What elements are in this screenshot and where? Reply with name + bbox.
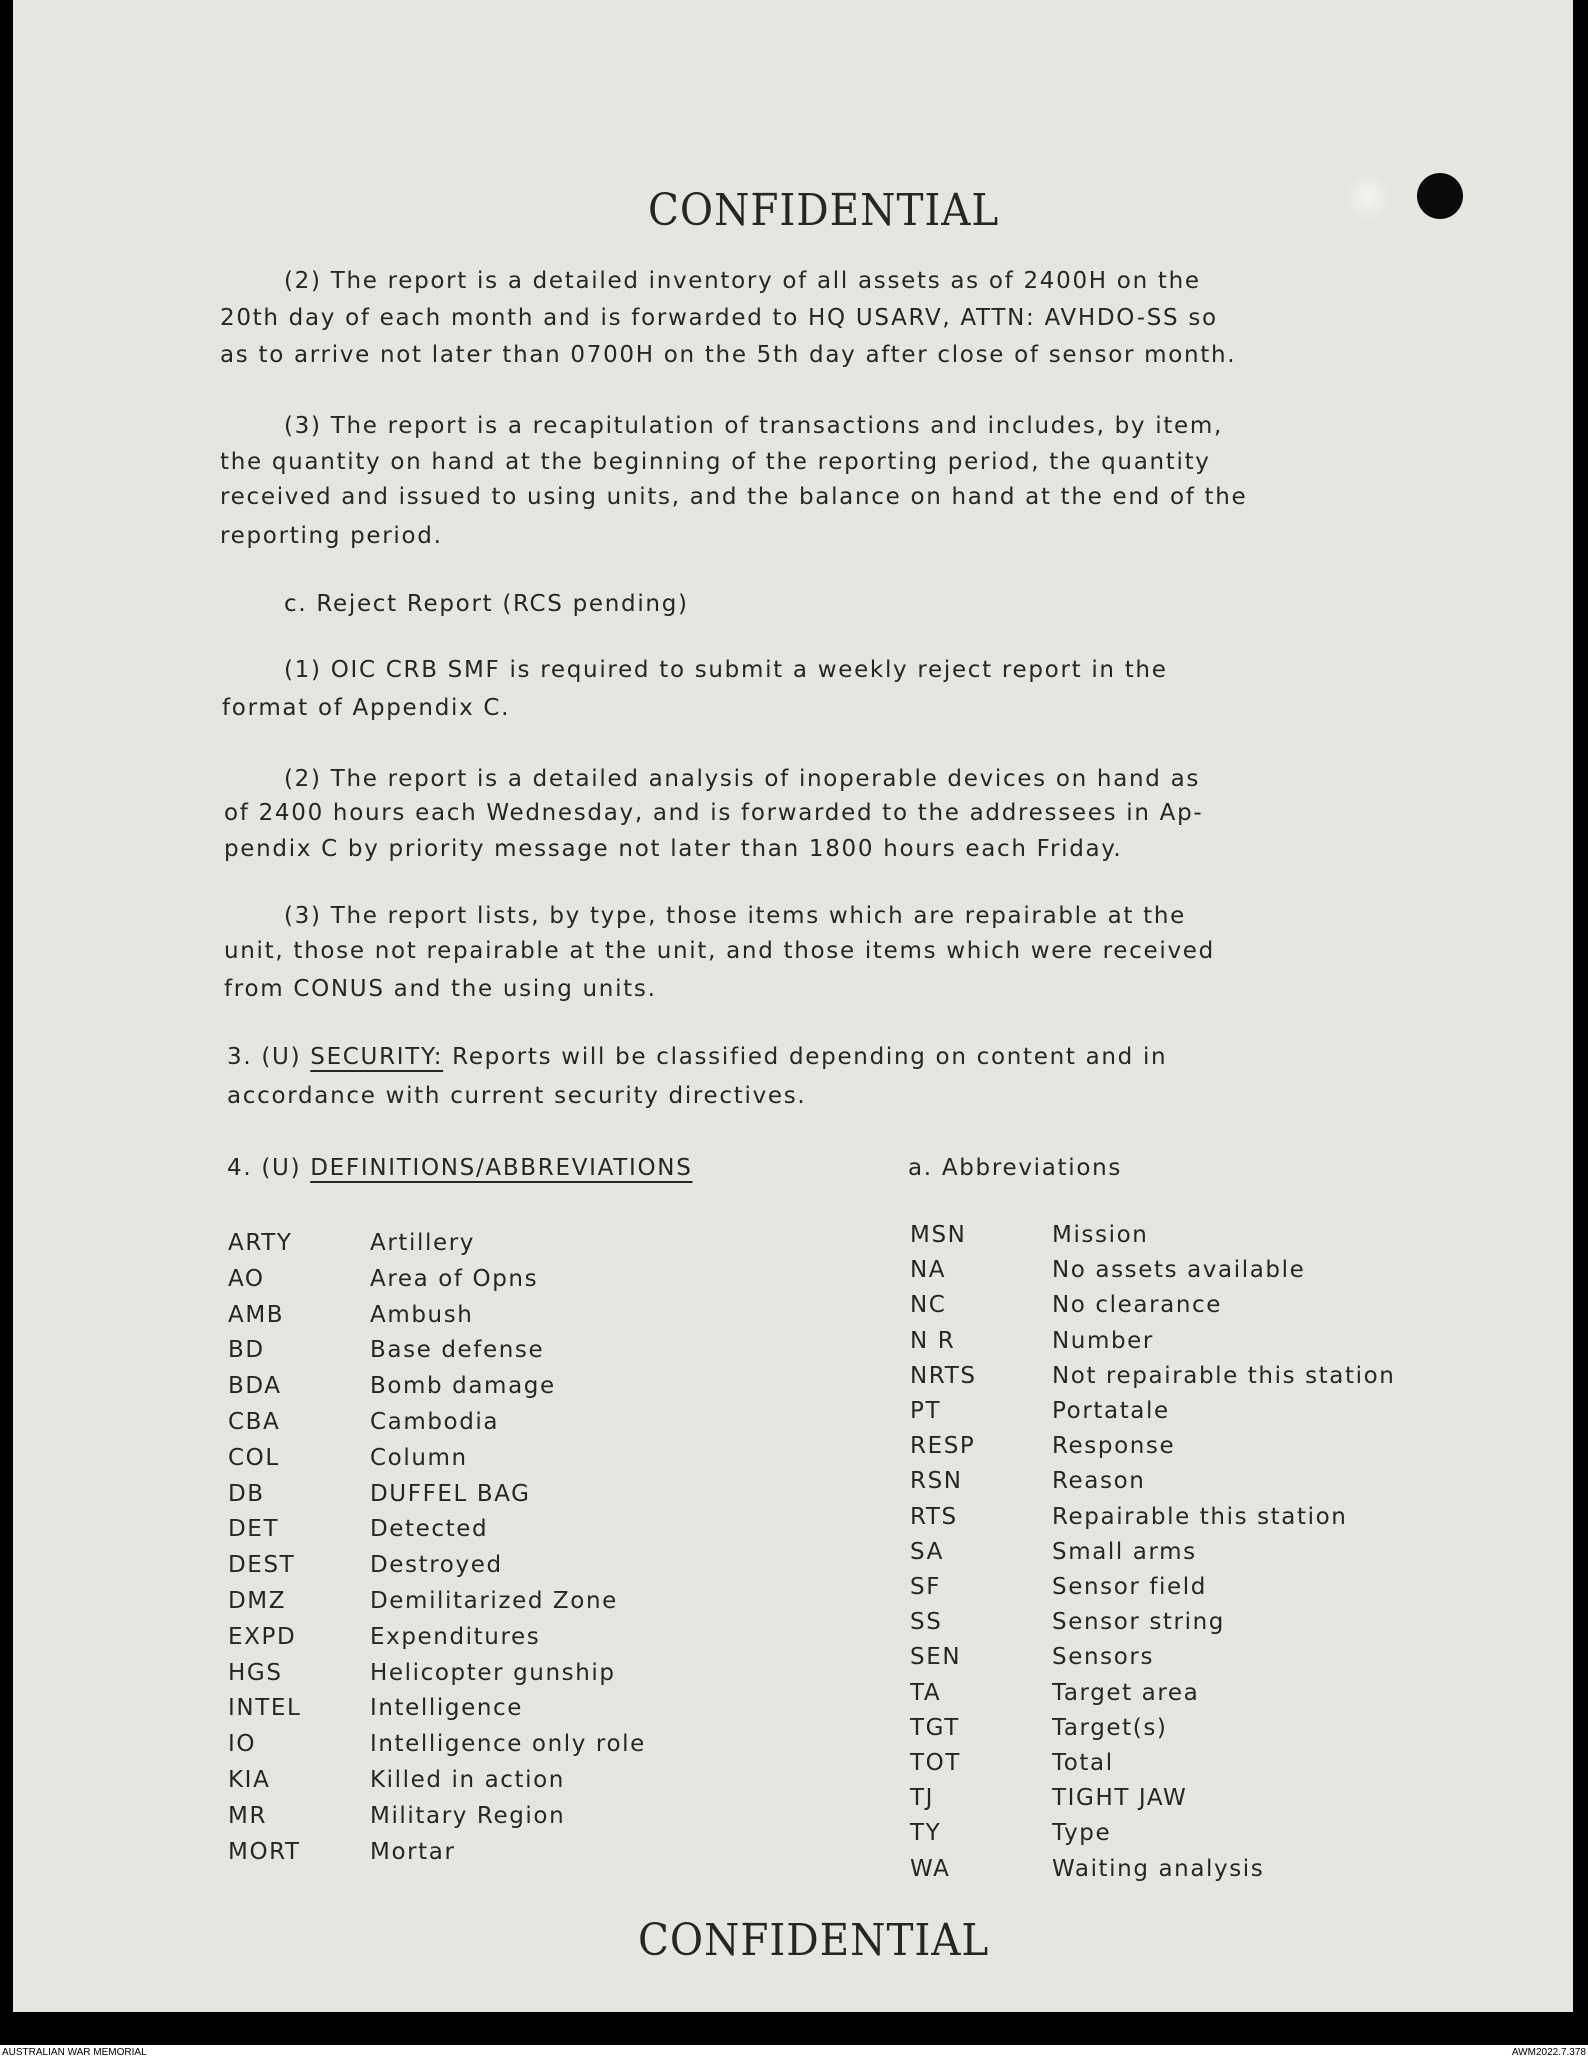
section-3-prefix: 3. (U)	[227, 1044, 302, 1070]
abbreviation-definition: Destroyed	[370, 1552, 503, 1579]
abbreviation-definition: Area of Opns	[370, 1265, 539, 1292]
abbreviation-definition: Reason	[1052, 1468, 1146, 1495]
footer-accession-number: AWM2022.7.378	[1511, 2047, 1586, 2058]
abbreviation-definition: Intelligence only role	[370, 1731, 646, 1758]
abbreviation-term: RTS	[910, 1503, 958, 1530]
abbreviation-definition: Sensors	[1052, 1644, 1155, 1671]
paragraph-c1-line: (1) OIC CRB SMF is required to submit a weekly reject report in the	[284, 657, 1168, 683]
abbreviation-term: SF	[910, 1574, 942, 1600]
abbreviation-definition: Base defense	[370, 1337, 545, 1364]
abbreviation-definition: Detected	[370, 1516, 489, 1543]
abbreviation-definition: Expenditures	[370, 1623, 541, 1650]
paragraph-p3-line: the quantity on hand at the beginning of the reporting period, the quantity	[220, 449, 1211, 475]
abbreviation-term: ARTY	[228, 1230, 293, 1256]
abbreviation-definition: Total	[1052, 1750, 1114, 1776]
abbreviation-term: SS	[910, 1609, 943, 1636]
abbreviation-definition: Type	[1052, 1820, 1112, 1847]
paragraph-c2-line: (2) The report is a detailed analysis of inoperable devices on hand as	[284, 766, 1201, 792]
paragraph-p2-line: as to arrive not later than 0700H on the 5th day after close of sensor month.	[220, 342, 1237, 368]
paragraph-c3-line: (3) The report lists, by type, those items which are repairable at the	[284, 903, 1186, 929]
footer-bar	[0, 2045, 1588, 2061]
abbreviation-definition: Target(s)	[1052, 1714, 1168, 1741]
abbreviation-term: KIA	[228, 1767, 271, 1793]
abbreviation-term: DB	[228, 1480, 265, 1507]
abbreviation-definition: Response	[1052, 1433, 1176, 1460]
section-4-prefix: 4. (U)	[227, 1155, 302, 1181]
abbreviation-definition: No assets available	[1052, 1257, 1306, 1284]
abbreviation-definition: Waiting analysis	[1052, 1855, 1265, 1882]
abbreviation-term: RSN	[910, 1468, 963, 1495]
abbreviation-term: WA	[910, 1855, 951, 1882]
abbreviation-term: NC	[910, 1292, 947, 1319]
abbreviation-term: NA	[910, 1257, 947, 1284]
abbreviation-term: MORT	[228, 1838, 301, 1865]
abbreviation-term: RESP	[910, 1433, 976, 1460]
abbreviation-term: SEN	[910, 1644, 962, 1671]
abbreviations-subheading: a. Abbreviations	[908, 1155, 1123, 1181]
abbreviation-definition: Bomb damage	[370, 1373, 556, 1400]
abbreviation-term: TA	[910, 1679, 942, 1706]
abbreviation-term: IO	[228, 1731, 257, 1758]
abbreviation-definition: Mortar	[370, 1838, 456, 1865]
paragraph-p3-line: reporting period.	[220, 523, 443, 549]
abbreviation-definition: No clearance	[1052, 1292, 1222, 1319]
abbreviation-term: MSN	[910, 1222, 967, 1248]
footer-confidential-stamp: CONFIDENTIAL	[638, 1915, 990, 1966]
abbreviation-term: EXPD	[228, 1623, 297, 1650]
header-confidential-stamp: CONFIDENTIAL	[648, 185, 1000, 236]
paragraph-c1-line: format of Appendix C.	[222, 695, 511, 721]
abbreviation-definition: Target area	[1052, 1679, 1200, 1706]
paragraph-c-line: c. Reject Report (RCS pending)	[284, 591, 689, 617]
footer-institution: AUSTRALIAN WAR MEMORIAL	[2, 2047, 147, 2058]
abbreviation-definition: Sensor string	[1052, 1609, 1225, 1636]
abbreviation-definition: Column	[370, 1444, 468, 1471]
abbreviation-term: CBA	[228, 1409, 281, 1435]
paragraph-p3-line: (3) The report is a recapitulation of transactions and includes, by item,	[284, 413, 1224, 439]
abbreviation-term: PT	[910, 1398, 942, 1424]
abbreviation-term: COL	[228, 1444, 280, 1471]
abbreviation-term: DEST	[228, 1552, 296, 1579]
abbreviation-term: N R	[910, 1327, 956, 1354]
abbreviation-definition: Helicopter gunship	[370, 1659, 616, 1686]
paragraph-c2-line: pendix C by priority message not later than 1800 hours each Friday.	[224, 836, 1123, 862]
abbreviation-definition: Cambodia	[370, 1409, 500, 1435]
abbreviation-definition: Mission	[1052, 1222, 1149, 1248]
abbreviation-term: AMB	[228, 1301, 285, 1328]
abbreviation-definition: Sensor field	[1052, 1574, 1207, 1600]
abbreviation-definition: TIGHT JAW	[1052, 1785, 1188, 1812]
abbreviation-definition: Repairable this station	[1052, 1503, 1348, 1530]
paragraph-p2-line: (2) The report is a detailed inventory of all assets as of 2400H on the	[284, 268, 1201, 294]
abbreviation-term: TY	[910, 1820, 942, 1847]
paragraph-c2-line: of 2400 hours each Wednesday, and is forwarded to the addressees in Ap-	[224, 800, 1204, 826]
abbreviation-definition: Number	[1052, 1327, 1154, 1354]
abbreviation-definition: Demilitarized Zone	[370, 1588, 618, 1614]
abbreviation-definition: Artillery	[370, 1230, 475, 1256]
section-3-line-2: accordance with current security directives.	[227, 1083, 807, 1109]
abbreviation-term: BDA	[228, 1373, 282, 1400]
abbreviation-term: DMZ	[228, 1588, 287, 1614]
punch-hole	[1417, 173, 1463, 219]
abbreviation-term: TGT	[910, 1714, 960, 1741]
abbreviation-definition: Intelligence	[370, 1695, 524, 1722]
abbreviation-definition: Not repairable this station	[1052, 1362, 1396, 1389]
abbreviation-term: DET	[228, 1516, 280, 1543]
abbreviation-term: SA	[910, 1538, 944, 1565]
security-heading: SECURITY:	[310, 1044, 444, 1070]
paragraph-c3-line: unit, those not repairable at the unit, and those items which were received	[224, 938, 1215, 964]
abbreviation-definition: Portatale	[1052, 1398, 1170, 1424]
paper-crease	[1348, 170, 1388, 225]
abbreviation-term: MR	[228, 1802, 268, 1829]
abbreviation-term: INTEL	[228, 1695, 302, 1722]
section-3-text: Reports will be classified depending on content and in	[443, 1044, 1168, 1070]
paragraph-p2-line: 20th day of each month and is forwarded to HQ USARV, ATTN: AVHDO-SS so	[220, 305, 1218, 331]
abbreviation-term: AO	[228, 1265, 265, 1292]
abbreviation-definition: DUFFEL BAG	[370, 1480, 531, 1507]
paragraph-c3-line: from CONUS and the using units.	[224, 976, 657, 1002]
abbreviation-definition: Military Region	[370, 1802, 566, 1829]
definitions-heading: DEFINITIONS/ABBREVIATIONS	[310, 1155, 693, 1181]
abbreviation-term: TOT	[910, 1750, 962, 1776]
section-3-line-1	[227, 1044, 1167, 1070]
abbreviation-term: BD	[228, 1337, 265, 1364]
abbreviation-term: NRTS	[910, 1362, 977, 1389]
section-4-line	[227, 1155, 693, 1181]
abbreviation-term: TJ	[910, 1785, 935, 1812]
abbreviation-definition: Small arms	[1052, 1538, 1197, 1565]
abbreviation-term: HGS	[228, 1659, 283, 1686]
paragraph-p3-line: received and issued to using units, and the balance on hand at the end of the	[220, 484, 1248, 510]
abbreviation-definition: Killed in action	[370, 1767, 565, 1793]
abbreviation-definition: Ambush	[370, 1301, 474, 1328]
